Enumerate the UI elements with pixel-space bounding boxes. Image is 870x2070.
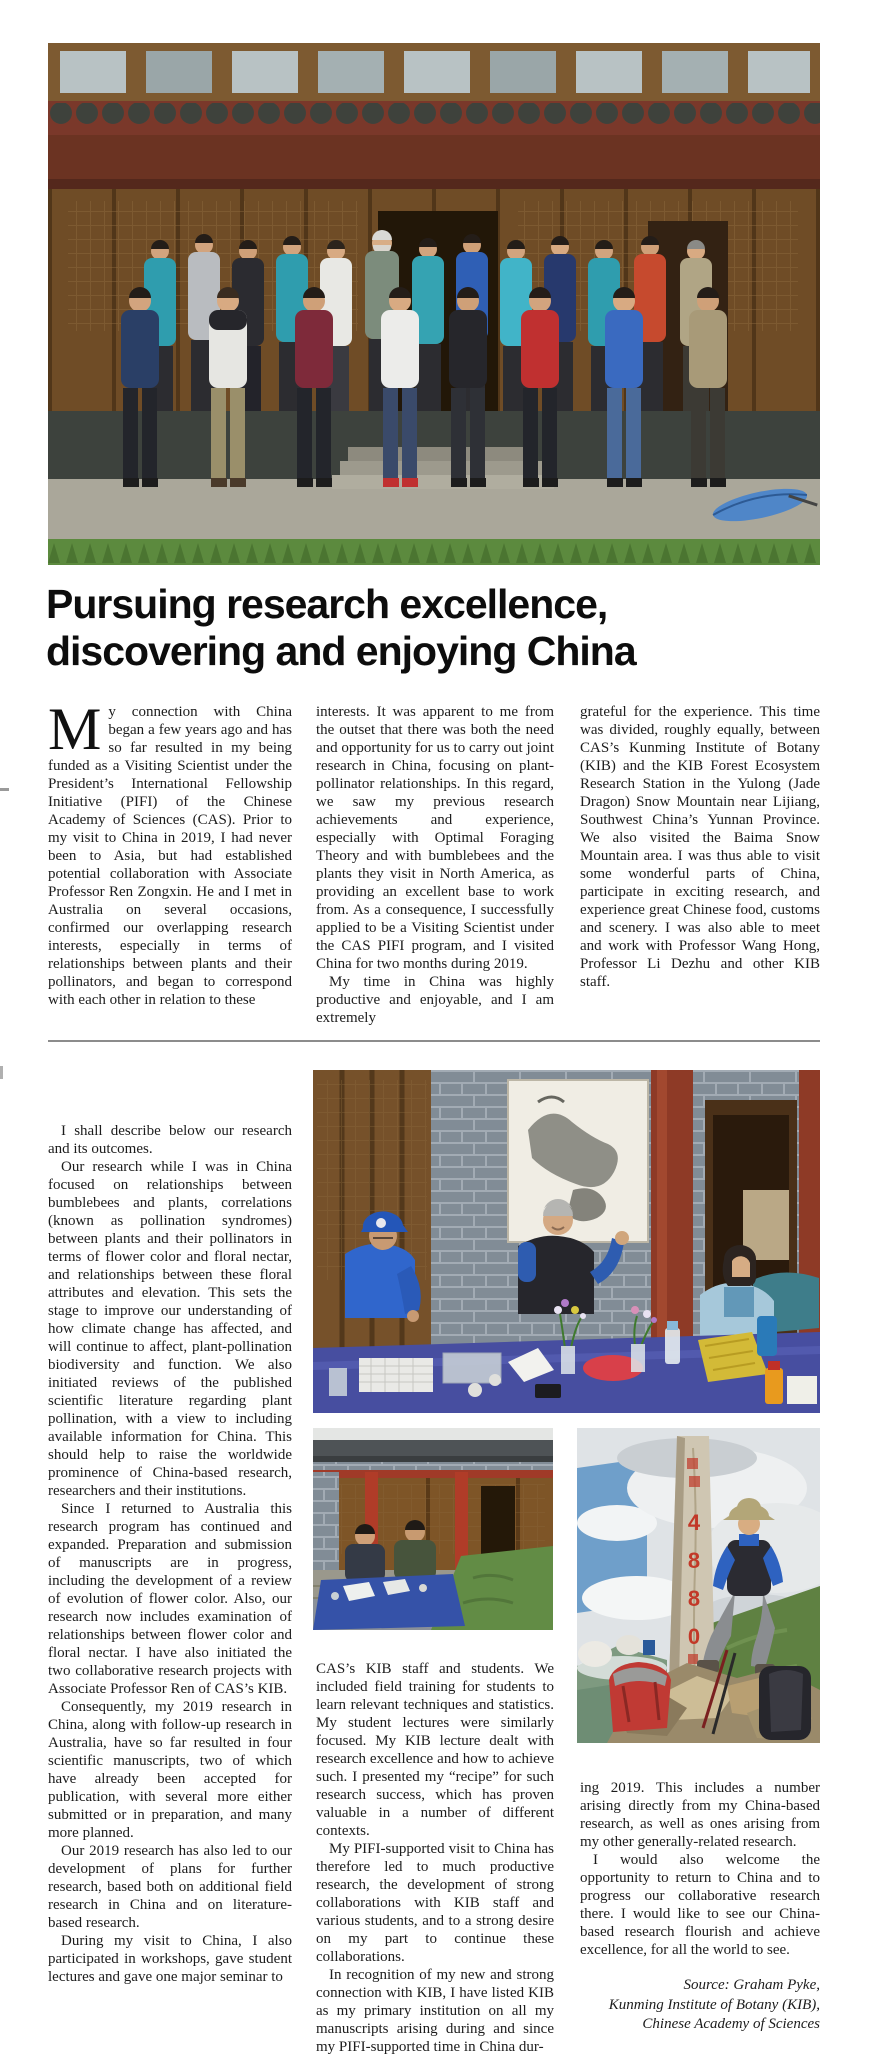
paragraph: In recognition of my new and strong connection with KIB, I have listed KIB as my primary institution on all my manuscripts arising during and since my PIFI-supported time in China dur- <box>316 1967 554 2055</box>
stele-digit: 4 <box>687 1510 701 1535</box>
source-line: Chinese Academy of Sciences <box>642 2016 820 2032</box>
stele-digit: 8 <box>687 1586 701 1611</box>
article-column-1 <box>48 696 292 1009</box>
article-column-3 <box>580 703 820 991</box>
article-column-2 <box>316 703 554 1027</box>
roof-eave <box>313 1440 553 1462</box>
pavement <box>48 479 820 549</box>
group-photo <box>48 43 820 565</box>
section-divider <box>48 1040 820 1042</box>
paragraph: My PIFI-supported visit to China has therefore led to much productive research, the development of strong collaborations with KIB staff and various students, and to a strong desire on my part to continue these collaborations. <box>316 1841 554 1965</box>
source-credit <box>580 1976 820 2035</box>
red-backpack <box>609 1662 671 1732</box>
training-photo <box>313 1428 553 1630</box>
paragraph: Consequently, my 2019 research in China, along with follow-up research in Australia, have so far resulted in four scientific manuscripts, two of which have already been accepted for publication, with several more either submitted or in preparation, and many more planned. <box>48 1699 292 1841</box>
paragraph: Since I returned to Australia this research program has continued and expanded. Preparation and submission of manuscripts are in progress, including the development of a review of evolution of flower color. Also, our research now includes examination of relationships between flower color and floral nectar. I have also initiated the two collaborative research projects with Associate Professor Ren of CAS’s KIB. <box>48 1501 292 1697</box>
fieldwork-photo <box>313 1070 820 1413</box>
paragraph: My time in China was highly productive and enjoyable, and I am extremely <box>316 974 554 1026</box>
headline <box>46 581 806 675</box>
article-column-4 <box>48 1122 292 1986</box>
paragraph: My connection with China began a few years ago and has so far resulted in my being funded as a Visiting Scientist under the President’s International Fellowship Initiative (PIFI) of the Chinese Academy of Sciences (CAS). Prior to my visit to China in 2019, I had never been to Asia, but had established potential collaboration with Associate Professor Ren Zongxin. He and I met in Australia on several occasions, confirmed our overlapping research interests, especially in terms of relationships between plants and their pollinators, and began to correspond with each other in relation to these <box>48 696 292 1008</box>
paragraph: During my visit to China, I also participated in workshops, gave student lectures and gave one major seminar to <box>48 1933 292 1985</box>
source-line: Kunming Institute of Botany (KIB), <box>608 1996 820 2013</box>
paragraph: CAS’s KIB staff and students. We included field training for students to learn relevant techniques and statistics. My student lectures were similarly focused. My KIB lecture dealt with research excellence and how to achieve such. I presented my “recipe” for such research success, which has proven valuable in a number of different contexts. <box>316 1661 554 1839</box>
paragraph: ing 2019. This includes a number arising directly from my China-based research, as well as ones arising from my other generally-related research. <box>580 1780 820 1850</box>
headline-line2: discovering and enjoying China <box>46 628 636 674</box>
steps <box>332 447 554 489</box>
article-column-6 <box>580 1779 820 2035</box>
paragraph: grateful for the experience. This time was divided, roughly equally, between CAS’s Kunming Institute of Botany (KIB) and the KIB Forest Ecosystem Research Station in the Yulong (Jade Dragon) Snow Mountain near Lijiang, Southwest China’s Yunnan Province. We also visited the Baima Snow Mountain area. I was thus able to visit some wonderful parts of China, participate in exciting research, and experience great Chinese food, customs and scenery. I was also able to meet and work with Professor Wang Hong, Professor Li Dezhu and other KIB staff. <box>580 704 820 990</box>
blue-table <box>313 1574 465 1630</box>
print-artifact <box>0 1066 3 1079</box>
paragraph: Our research while I was in China focused on relationships between bumblebees and plants, correlations (known as pollination syndromes) between plants and their pollinators in terms of flower color and floral nectar, and relationships between these floral attributes and elevation. This sets the stage to improve our understanding of how climate change has affected, and will continue to affect, plant-pollination biodiversity and function. We also initiated reviews of the published scientific literature regarding plant pollination, with a view to including available information for China. This should help to raise the worldwide prominence of China-based research, researchers and their institutions. <box>48 1159 292 1499</box>
stele-digit: 8 <box>687 1548 701 1573</box>
source-line: Source: Graham Pyke, <box>683 1977 820 1993</box>
summit-photo <box>577 1428 820 1743</box>
paragraph: interests. It was apparent to me from the outset that there was both the need and opportunity for us to carry out joint research in China, focusing on plant-pollinator relationships. In this regard, we saw my previous research achievements and experience, especially with Optimal Foraging Theory and with bumblebees and the plants they visit in North America, as providing an excellent base to work from. As a consequence, I successfully applied to be a Visiting Scientist under the CAS PIFI program, and I visited China for two months during 2019. <box>316 704 554 972</box>
drop-cap: M <box>48 696 102 762</box>
headline-line1: Pursuing research excellence, <box>46 581 608 627</box>
print-artifact <box>0 788 9 791</box>
paragraph: I would also welcome the opportunity to return to China and to progress our collaborative research there. I would like to see our China-based research flourish and achieve excellence, for all the world to see. <box>580 1852 820 1958</box>
article-column-5 <box>316 1660 554 2056</box>
ink-painting <box>508 1080 648 1242</box>
paragraph: Our 2019 research has also led to our development of plans for further research, based both on additional field research in China and on literature-based research. <box>48 1843 292 1931</box>
stele-digit: 0 <box>687 1624 701 1649</box>
black-backpack <box>759 1666 811 1740</box>
paragraph: I shall describe below our research and its outcomes. <box>48 1123 292 1157</box>
